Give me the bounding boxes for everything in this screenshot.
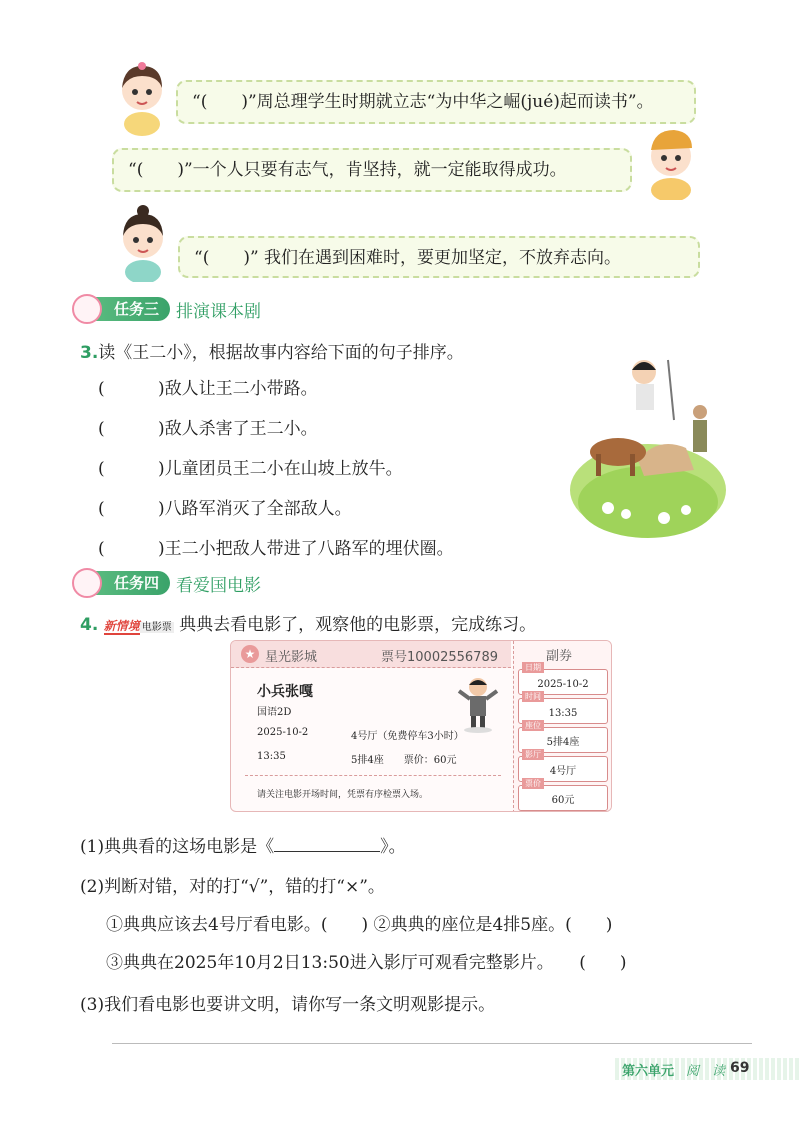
show-time: 13:35 [257, 751, 286, 762]
order-item-3 [98, 454, 403, 479]
movie-title: 小兵张嘎 [257, 684, 313, 700]
question-4-number: 4. [80, 615, 99, 635]
question-3-text: 读《王二小》，根据故事内容给下面的句子排序。 [98, 343, 464, 363]
sub-question-1 [80, 832, 406, 857]
answer-blank[interactable]: ( [98, 499, 105, 519]
order-item-2 [98, 414, 318, 439]
task4-badge: 任务四 [80, 571, 170, 595]
task3-badge: 任务三 [80, 297, 170, 321]
footer-unit: 第六单元 [622, 1064, 675, 1079]
girl-illustration-2 [112, 204, 174, 282]
ticket-notice: 请关注电影开场时间，凭票有序检票入场。 [257, 790, 429, 800]
hall-info: 4号厅（免费停车3小时） [351, 731, 464, 742]
stub-seat: 座位 5排4座 [518, 727, 608, 753]
sub-question-2-a: ①典典应该去4号厅看电影。( ) ②典典的座位是4排5座。( ) [106, 915, 613, 935]
seat-price: 5排4座 票价：60元 [351, 755, 457, 766]
new-context-tag: 新情境 [103, 619, 140, 633]
sub-question-1-end: 》。 [380, 837, 406, 857]
topic-tag: 电影票 [141, 622, 172, 633]
sub-question-3: (3)我们看电影也要讲文明，请你写一条文明观影提示。 [80, 995, 496, 1015]
task3-title: 排演课本剧 [176, 302, 261, 322]
sub-question-2: (2)判断对错，对的打“√”，错的打“×”。 [80, 877, 385, 897]
movie-ticket [230, 640, 612, 812]
stub-date: 日期 2025-10-2 [518, 669, 608, 695]
ticket-divider [245, 775, 501, 776]
stub-title: 副券 [546, 649, 573, 664]
answer-blank[interactable]: ( [98, 539, 105, 559]
order-item-text: )八路军消灭了全部敌人。 [158, 499, 352, 519]
ticket-stub [513, 641, 612, 812]
order-item-text: )敌人杀害了王二小。 [158, 419, 318, 439]
answer-blank[interactable]: ( [98, 419, 105, 439]
mascot-icon [72, 294, 102, 324]
movie-character-image [453, 673, 503, 733]
answer-blank[interactable]: ( [98, 459, 105, 479]
show-date: 2025-10-2 [257, 727, 309, 738]
stub-hall: 影厅 4号厅 [518, 756, 608, 782]
speech-bubble-3: “( )” 我们在遇到困难时，要更加坚定，不放弃志向。 [178, 236, 700, 278]
stub-price: 票价 60元 [518, 785, 608, 811]
answer-line[interactable] [112, 1043, 752, 1044]
task4-title: 看爱国电影 [176, 576, 261, 596]
question-3 [80, 338, 464, 363]
boy-illustration [640, 122, 702, 200]
order-item-4 [98, 494, 352, 519]
speech-bubble-2: “( )”一个人只要有志气，肯坚持，就一定能取得成功。 [112, 148, 632, 192]
speech-bubble-1: “( )”周总理学生时期就立志“为中华之崛(jué)起而读书”。 [176, 80, 696, 124]
page-number: 69 [730, 1060, 750, 1076]
story-illustration [568, 340, 728, 538]
question-3-number: 3. [80, 343, 99, 363]
question-4 [80, 610, 536, 635]
order-item-text: )敌人让王二小带路。 [158, 379, 318, 399]
answer-blank[interactable]: ( [98, 379, 105, 399]
cinema-name: 星光影城 [265, 650, 318, 665]
movie-name-blank[interactable] [274, 837, 380, 852]
ticket-number: 票号10002556789 [381, 650, 498, 665]
mascot-icon [72, 568, 102, 598]
question-4-text: 典典去看电影了，观察他的电影票，完成练习。 [179, 615, 537, 635]
girl-illustration-1 [112, 58, 172, 136]
sub-question-1-text: (1)典典看的这场电影是《 [80, 837, 275, 857]
star-logo-icon: ★ [241, 645, 259, 663]
sub-question-2-b: ③典典在2025年10月2日13:50进入影厅可观看完整影片。 ( ) [106, 953, 627, 973]
order-item-5 [98, 534, 454, 559]
stub-time: 时间 13:35 [518, 698, 608, 724]
footer-section: 阅 读 [686, 1064, 726, 1079]
movie-format: 国语2D [257, 707, 292, 718]
order-item-text: )王二小把敌人带进了八路军的埋伏圈。 [158, 539, 454, 559]
order-item-text: )儿童团员王二小在山坡上放牛。 [158, 459, 403, 479]
order-item-1 [98, 374, 318, 399]
